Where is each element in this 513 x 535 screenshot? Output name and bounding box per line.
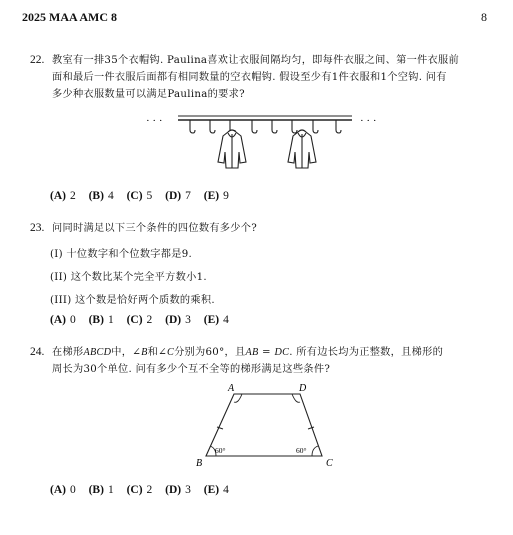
q23-number: 23.	[30, 222, 45, 234]
q24-text	[52, 344, 484, 378]
vertex-a-label: A	[228, 383, 235, 394]
q23-choices	[50, 314, 239, 326]
q22-choice-b[interactable]: (B) 4	[88, 190, 114, 202]
angle-c-label: 60°	[296, 446, 307, 455]
coat-rack-figure	[140, 108, 390, 180]
q23-choice-a[interactable]: (A) 0	[50, 314, 76, 326]
angle-b-label: 60°	[215, 446, 226, 455]
hook-row	[190, 120, 341, 133]
q24-choice-a[interactable]: (A) 0	[50, 484, 76, 496]
q22-line-1: 教室有一排35个衣帽钩. Paulina喜欢让衣服间隔均匀，即每件衣服之间、第一件衣服前	[52, 55, 460, 66]
q24-choice-d[interactable]: (D) 3	[165, 484, 191, 496]
vertex-c-label: C	[326, 458, 333, 469]
q23-choice-c[interactable]: (C) 2	[126, 314, 153, 326]
trapezoid-figure	[188, 382, 348, 470]
q23-condition-2: (II) 这个数比某个完全平方数小1.	[50, 272, 207, 283]
q23-choice-b[interactable]: (B) 1	[88, 314, 114, 326]
q22-line-3: 多少种衣服数量可以满足Paulina的要求?	[52, 89, 245, 100]
q22-choice-c[interactable]: (C) 5	[126, 190, 153, 202]
coat-right	[288, 130, 316, 168]
q24-choice-e[interactable]: (E) 4	[203, 484, 229, 496]
vertex-d-label: D	[299, 383, 307, 394]
q22-choice-e[interactable]: (E) 9	[203, 190, 229, 202]
q24-number: 24.	[30, 346, 45, 358]
q24-line-1: 在梯形ABCD中，∠B和∠C分别为60°，且AB = DC. 所有边长均为正整数，且梯形的	[52, 347, 444, 358]
vertex-b-label: B	[196, 458, 203, 469]
q23-choice-e[interactable]: (E) 4	[203, 314, 229, 326]
q24-choice-b[interactable]: (B) 1	[88, 484, 114, 496]
ellipsis-left: · · ·	[146, 115, 163, 127]
coat-left	[218, 130, 246, 168]
ellipsis-right: · · ·	[360, 115, 377, 127]
header-title: 2025 MAA AMC 8	[22, 10, 117, 24]
q22-choices	[50, 190, 239, 202]
q24-line-2: 周长为30个单位. 问有多少个互不全等的梯形满足这些条件?	[52, 364, 331, 375]
q23-text: 问同时满足以下三个条件的四位数有多少个?	[52, 223, 258, 234]
q23-choice-d[interactable]: (D) 3	[165, 314, 191, 326]
page-number: 8	[481, 10, 487, 24]
q24-choices	[50, 484, 239, 496]
q22-choice-d[interactable]: (D) 7	[165, 190, 191, 202]
q24-choice-c[interactable]: (C) 2	[126, 484, 153, 496]
q22-line-2: 面和最后一件衣服后面都有相同数量的空衣帽钩. 假设至少有1件衣服和1个空钩. 问有	[52, 72, 447, 83]
q23-condition-3: (III) 这个数是恰好两个质数的乘积.	[50, 295, 215, 306]
q23-condition-1: (I) 十位数字和个位数字都是9.	[50, 249, 193, 260]
q22-choice-a[interactable]: (A) 2	[50, 190, 76, 202]
q22-number: 22.	[30, 54, 45, 66]
q22-text	[52, 52, 484, 103]
